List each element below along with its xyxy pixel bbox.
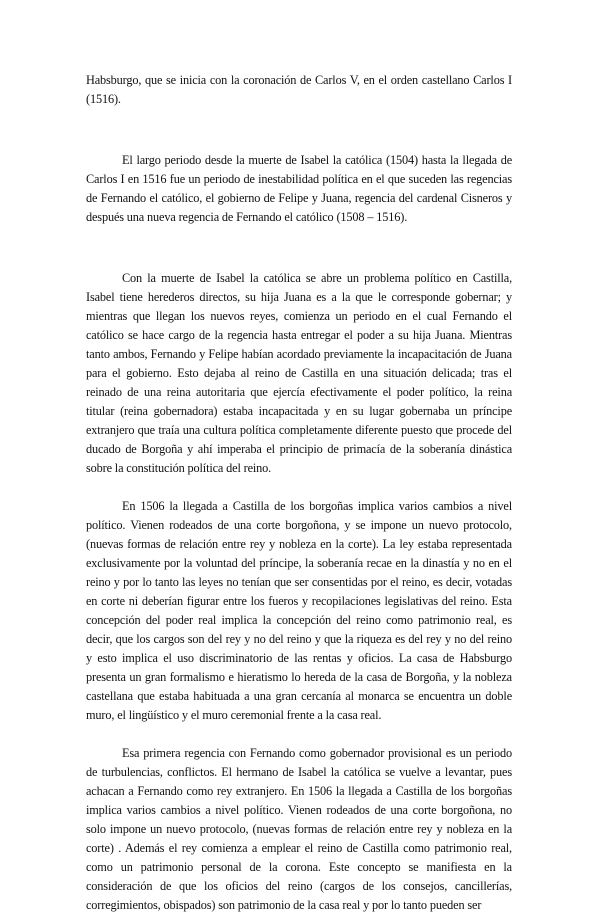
paragraph-continuation: Habsburgo, que se inicia con la coronación de Carlos V, en el orden castellano Carlos I (1516). [86,73,512,106]
paragraph-burgundian-arrival: En 1506 la llegada a Castilla de los borgoñas implica varios cambios a nivel político. Vienen rodeados de una corte borgoñona, y se impone un nuevo protocolo, (nuevas formas de relación entre rey y nobleza en la corte). La ley estaba representada exclusivamente por la voluntad del príncipe, la soberanía recae en la dinastía y no en el reino y por lo tanto las leyes no tenían que ser consentidas por el reino, es decir, votadas en corte ni deberían figurar entre los fueros y recopilaciones legislativas del reino. Esta concepción del poder real implica la concepción del reino como patrimonio real, es decir, que los cargos son del rey y no del reino y que la riqueza es del rey y no del reino y esto implica el uso discriminatorio de las rentas y oficios. La casa de Habsburgo presenta un gran formalismo e hieratismo lo hereda de la casa de Borgoña, y la nobleza castellana que estaba habituada a una gran cercanía al monarca se encuentra un doble muro, el lingüístico y el muro ceremonial frente a la casa real. [86,499,512,722]
paragraph-first-regency: Esa primera regencia con Fernando como gobernador provisional es un periodo de turbulencias, conflictos. El hermano de Isabel la católica se vuelve a levantar, pues achacan a Fernando como rey extranjero. En 1506 la llegada a Castilla de los borgoñas implica varios cambios a nivel político. Vienen rodeados de una corte borgoñona, no solo impone un nuevo protocolo, (nuevas formas de relación entre rey y nobleza en la corte) . Además el rey comienza a emplear el reino de Castilla como patrimonio real, como un patrimonio personal de la corona. Este concepto se manifiesta en la consideración de que los oficios del reino (cargos de los consejos, cancillerías, corregimientos, obispados) son patrimonio de la casa real y por lo tanto pueden ser [86,746,512,912]
paragraph-regency-period: El largo periodo desde la muerte de Isabel la católica (1504) hasta la llegada de Carlos I en 1516 fue un periodo de inestabilidad política en el que suceden las regencias de Fernando el católico, el gobierno de Felipe y Juana, regencia del cardenal Cisneros y después una nueva regencia de Fernando el católico (1508 – 1516). [86,153,512,224]
paragraph-death-of-isabel: Con la muerte de Isabel la católica se abre un problema político en Castilla, Isabel tiene herederos directos, su hija Juana es a la que le corresponde gobernar; y mientras que llegan los nuevos reyes, comienza un periodo en el cual Fernando el católico se hace cargo de la regencia hasta entregar el poder a su hija Juana. Mientras tanto ambos, Fernando y Felipe habían acordado previamente la incapacitación de Juana para el gobierno. Esto dejaba al reino de Castilla en una situación delicada; tras el reinado de una reina autoritaria que ejercía efectivamente el poder político, la reina titular (reina gobernadora) estaba incapacitada y en su lugar gobernaba un príncipe extranjero que traía una cultura política completamente diferente puesto que procede del ducado de Borgoña y ahí imperaba el principio de primacía de la soberanía dinástica sobre la constitución política del reino. [86,271,512,475]
